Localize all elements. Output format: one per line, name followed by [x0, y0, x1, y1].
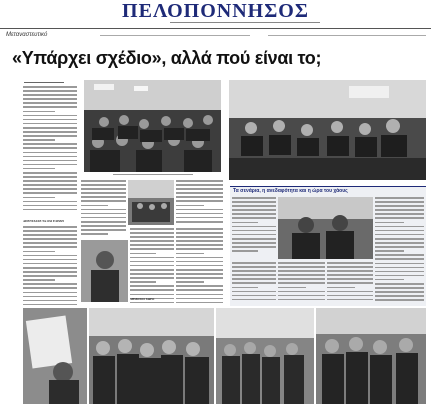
photo-bottom-meeting [316, 308, 426, 404]
text-line [176, 184, 223, 186]
text-line [375, 213, 424, 215]
text-line [23, 135, 77, 137]
text-line [23, 168, 55, 170]
text-line [23, 226, 77, 228]
photo-man-portrait [81, 240, 128, 302]
text-line [81, 225, 126, 227]
subhead-1: ΑΠΕΝΤΑΣΣΕ ΤΑ ΟΧΙ ΕΛΗΔΗ [23, 219, 64, 223]
photo-hall-interior [128, 180, 174, 225]
article-column-2 [81, 180, 126, 240]
text-line [375, 238, 424, 240]
text-line [23, 152, 77, 154]
text-line [176, 273, 223, 275]
masthead-tagline-lines [170, 21, 320, 25]
text-line [375, 254, 424, 256]
text-line [23, 188, 77, 190]
text-line [23, 304, 77, 306]
text-line [23, 230, 77, 232]
photo-bottom-document [23, 308, 87, 404]
text-line [278, 295, 325, 297]
text-line [327, 270, 373, 272]
text-line [176, 289, 223, 291]
text-line [23, 192, 77, 194]
text-line [176, 294, 223, 296]
text-line [327, 274, 373, 276]
column-text-lines [81, 180, 126, 235]
text-line [23, 242, 77, 244]
text-line [23, 139, 55, 141]
text-line [81, 200, 126, 202]
text-line [81, 180, 126, 182]
text-line [327, 278, 373, 280]
photo-box-speaker-image [278, 197, 373, 259]
text-line [176, 261, 223, 263]
text-line [176, 228, 223, 230]
text-line [130, 244, 174, 246]
text-line [23, 271, 77, 273]
text-line [327, 266, 373, 268]
text-line [130, 281, 156, 283]
photo-meeting-hall-image [84, 80, 221, 172]
text-line [176, 248, 223, 250]
text-line [23, 197, 55, 199]
text-line [176, 253, 204, 255]
text-line [232, 266, 276, 268]
text-line [176, 302, 223, 304]
text-line [23, 238, 77, 240]
text-line [232, 230, 276, 232]
section-label: Μεταναστευτικό [6, 32, 48, 38]
text-line [232, 238, 276, 240]
text-line [81, 229, 126, 231]
main-headline: «Υπάρχει σχέδιο», αλλά πού είναι το; [12, 48, 322, 68]
text-line [23, 143, 77, 145]
text-line [278, 291, 325, 293]
text-line [375, 258, 424, 260]
text-line [23, 86, 77, 88]
text-line [81, 192, 126, 194]
photo-bottom-crowd-image [216, 308, 314, 404]
text-line [375, 279, 404, 281]
article-column-3 [176, 180, 223, 228]
text-line [232, 287, 258, 289]
text-line [327, 291, 373, 293]
text-line [81, 209, 126, 211]
text-line [232, 226, 276, 228]
text-line [176, 221, 223, 223]
text-line [23, 279, 55, 281]
text-line [23, 263, 77, 265]
text-line [130, 277, 174, 279]
text-line [23, 255, 77, 257]
text-line [81, 184, 126, 186]
text-line [23, 102, 77, 104]
text-line [81, 217, 126, 219]
text-line [130, 232, 174, 234]
text-line [375, 226, 424, 228]
text-line [375, 283, 424, 285]
text-line [375, 275, 424, 277]
text-line [232, 242, 276, 244]
text-line [23, 115, 77, 117]
text-line [23, 287, 77, 289]
text-line [81, 196, 126, 198]
article-column-4 [130, 228, 174, 306]
text-line [81, 233, 108, 235]
text-line [23, 98, 77, 100]
text-line [232, 282, 276, 284]
photo-hall-interior-image [128, 180, 174, 225]
text-line [23, 205, 77, 207]
text-line [375, 242, 424, 244]
text-line [232, 201, 276, 203]
photo-officials-table [229, 80, 426, 180]
column-text-lines [23, 86, 77, 210]
box-column-5 [327, 262, 373, 306]
text-line [375, 197, 424, 199]
text-line [23, 106, 77, 108]
text-line [375, 295, 424, 297]
text-line [232, 250, 258, 252]
text-line [130, 289, 174, 291]
text-line [23, 267, 77, 269]
text-line [278, 278, 325, 280]
text-line [23, 300, 77, 302]
text-line [23, 147, 77, 149]
text-line [81, 205, 108, 207]
text-line [278, 287, 306, 289]
text-line [81, 188, 126, 190]
text-line [176, 180, 223, 182]
masthead [0, 0, 431, 28]
photo-bottom-audience-image [89, 308, 214, 404]
text-line [232, 197, 276, 199]
text-line [278, 262, 325, 264]
photo-box-speaker [278, 197, 373, 259]
text-line [176, 236, 223, 238]
text-line [375, 267, 424, 269]
photo-meeting-hall [84, 80, 221, 172]
text-line [23, 246, 77, 248]
text-line [23, 234, 77, 236]
text-line [23, 296, 77, 298]
text-line [23, 127, 77, 129]
text-line [232, 246, 276, 248]
text-line [375, 291, 424, 293]
text-line [176, 281, 204, 283]
text-line [176, 213, 223, 215]
text-line [23, 172, 77, 174]
text-line [327, 295, 373, 297]
text-line [130, 294, 174, 296]
masthead-rule [0, 28, 431, 29]
text-line [130, 257, 174, 259]
text-line [130, 228, 174, 230]
text-line [176, 257, 223, 259]
text-line [375, 205, 424, 207]
text-line [375, 287, 424, 289]
column-text-lines [176, 228, 223, 303]
photo-officials-table-image [229, 80, 426, 180]
text-line [375, 271, 424, 273]
text-line [375, 201, 424, 203]
text-line [232, 222, 258, 224]
text-line [23, 283, 77, 285]
newspaper-title: ΠΕΛΟΠΟΝΝΗΣΟΣ [122, 0, 309, 22]
text-line [232, 209, 276, 211]
column-text-lines [232, 262, 276, 300]
box-column-2 [375, 197, 424, 305]
text-line [23, 156, 77, 158]
article-column-1 [23, 86, 77, 216]
text-line [278, 266, 325, 268]
text-line [23, 119, 77, 121]
text-line [176, 196, 223, 198]
text-line [176, 269, 223, 271]
column-text-lines [130, 228, 174, 303]
text-line [375, 234, 424, 236]
text-line [278, 274, 325, 276]
text-line [81, 221, 126, 223]
text-line [176, 188, 223, 190]
text-line [23, 94, 77, 96]
text-line [232, 213, 276, 215]
text-line [327, 282, 373, 284]
column-text-lines [278, 262, 325, 300]
text-line [375, 263, 424, 265]
text-line [327, 299, 373, 301]
text-line [23, 201, 77, 203]
text-line [23, 180, 77, 182]
box-column-4 [278, 262, 325, 306]
text-line [23, 259, 77, 261]
photo-man-portrait-image [81, 240, 128, 302]
text-line [375, 299, 424, 301]
box-column-3 [232, 262, 276, 306]
kicker-lines-left [100, 34, 250, 38]
text-line [375, 217, 424, 219]
text-line [130, 240, 174, 242]
text-line [23, 292, 77, 294]
column-text-lines [327, 262, 373, 300]
text-line [130, 273, 174, 275]
text-line [232, 299, 276, 301]
text-line [23, 184, 77, 186]
box-headline: Τα σενάρια, η ανεδαφότητα και η ώρα του χάους [230, 186, 426, 194]
text-line [130, 285, 174, 287]
column-text-lines [232, 197, 276, 252]
text-line [23, 164, 77, 166]
text-line [130, 236, 174, 238]
text-line [232, 217, 276, 219]
text-line [232, 274, 276, 276]
text-line [176, 265, 223, 267]
text-line [176, 240, 223, 242]
text-line [130, 269, 174, 271]
text-line [176, 200, 223, 202]
text-line [375, 230, 424, 232]
text-line [23, 176, 77, 178]
text-line [375, 222, 404, 224]
article-column-5 [176, 228, 223, 306]
text-line [232, 291, 276, 293]
text-line [176, 277, 223, 279]
text-line [176, 285, 223, 287]
text-line [232, 205, 276, 207]
text-line [23, 90, 77, 92]
text-line [81, 213, 126, 215]
kicker-lines-right [268, 34, 426, 38]
text-line [130, 248, 174, 250]
text-line [232, 295, 276, 297]
text-line [278, 282, 325, 284]
text-line [130, 265, 174, 267]
text-line [23, 160, 77, 162]
column-text-lines [375, 197, 424, 301]
text-line [176, 209, 223, 211]
byline [24, 80, 84, 85]
photo-bottom-document-image [23, 308, 87, 404]
text-line [176, 217, 223, 219]
text-line [232, 270, 276, 272]
photo-bottom-meeting-image [316, 308, 426, 404]
text-line [232, 262, 276, 264]
text-line [375, 246, 424, 248]
subhead-2: ΔΗΜΟΣΙΟ ΧΩΡΟ [130, 297, 155, 301]
text-line [23, 131, 77, 133]
text-line [375, 209, 424, 211]
text-line [327, 287, 355, 289]
photo-bottom-audience [89, 308, 214, 404]
text-line [176, 232, 223, 234]
text-line [130, 261, 174, 263]
photo-bottom-crowd [216, 308, 314, 404]
text-line [176, 298, 223, 300]
text-line [23, 111, 55, 113]
text-line [176, 205, 204, 207]
photo-caption-1 [84, 173, 221, 177]
text-line [130, 253, 156, 255]
text-line [375, 250, 404, 252]
text-line [23, 275, 77, 277]
text-line [232, 234, 276, 236]
text-line [327, 262, 373, 264]
text-line [23, 209, 77, 211]
text-line [23, 123, 77, 125]
text-line [23, 251, 55, 253]
text-line [232, 278, 276, 280]
text-line [176, 244, 223, 246]
text-line [278, 299, 325, 301]
column-text-lines [176, 180, 223, 223]
text-line [278, 270, 325, 272]
box-column-1 [232, 197, 276, 257]
text-line [176, 192, 223, 194]
